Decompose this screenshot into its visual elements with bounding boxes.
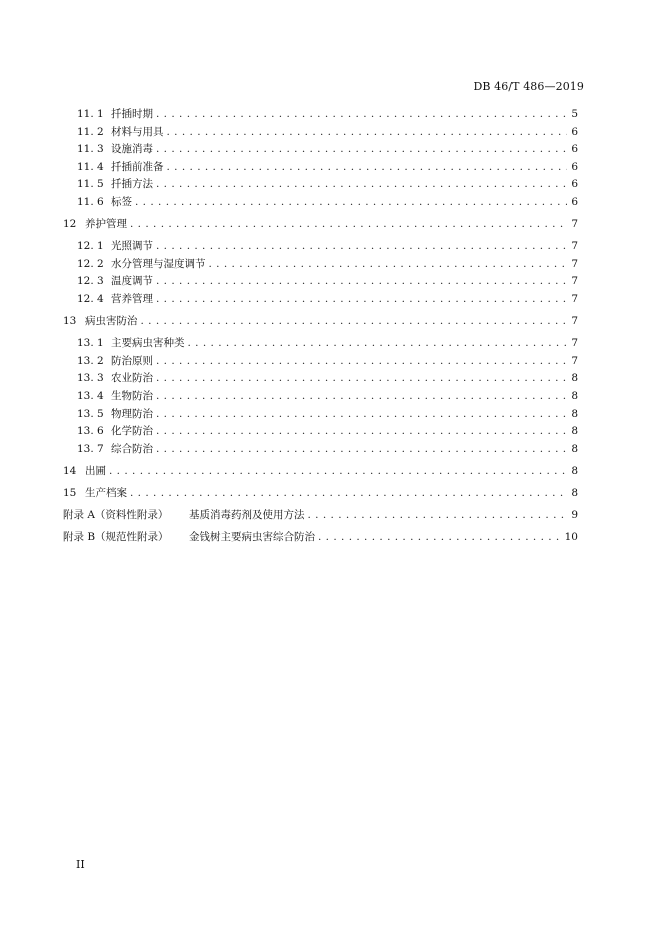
toc-entry-title: 防治原则 [111,354,153,367]
toc-entry-number: 12 [63,218,77,231]
toc-entry[interactable] [63,485,578,503]
dot-leader [156,143,567,155]
toc-entry-title: 扦插方法 [111,178,153,191]
toc-entry-title: 养护管理 [85,218,127,231]
toc-entry-title: 主要病虫害种类 [111,337,185,350]
toc-entry[interactable] [63,335,578,353]
toc-entry-page: 10 [564,531,578,544]
toc-entry-number: 11. 1 [77,108,104,120]
toc-entry-title: 物理防治 [111,407,153,420]
toc-entry-number: 13. 7 [77,442,104,455]
dot-leader [156,372,567,384]
toc-entry-title: 营养管理 [111,292,153,305]
toc-entry-page: 6 [571,143,578,156]
dot-leader [167,126,568,138]
dot-leader [141,315,568,327]
toc-entry-title: 标签 [111,195,132,208]
toc-entry-number: 13 [63,315,77,328]
toc-entry-title: 基质消毒药剂及使用方法 [189,508,305,521]
toc-entry-page: 7 [571,292,578,305]
toc-entry-page: 7 [571,354,578,367]
toc-entry-title: 出圃 [85,464,106,477]
toc-entry[interactable] [63,463,578,481]
toc-entry-number: 11. 4 [77,160,104,173]
toc-entry-number: 12. 3 [77,275,104,288]
toc-entry-number: 13. 5 [77,407,104,420]
toc-entry-number: 14 [63,464,77,477]
toc-entry-title: 温度调节 [111,275,153,288]
toc-entry-page: 7 [571,257,578,270]
toc-entry[interactable] [63,106,578,124]
page-number: II [76,858,85,871]
toc-entry-number: 12. 1 [77,240,104,253]
dot-leader [109,465,567,477]
toc-entry-page: 9 [571,508,578,521]
toc-entry-title: 化学防治 [111,425,153,438]
toc-entry-title: 扦插前准备 [111,160,164,173]
toc-entry-number: 11. 3 [77,143,104,156]
dot-leader [188,337,568,349]
dot-leader [156,275,567,287]
toc-entry-page: 7 [571,218,578,231]
toc-entry[interactable] [63,406,578,424]
toc-entry-title: 生物防治 [111,389,153,402]
toc-entry-page: 6 [571,160,578,173]
dot-leader [308,509,568,521]
toc-entry[interactable] [63,353,578,371]
toc-entry-number: 11. 5 [77,178,104,191]
dot-leader [156,355,567,367]
toc-entry-title: 水分管理与湿度调节 [111,257,206,270]
toc-entry-title: 病虫害防治 [85,315,138,328]
toc-entry-number: 15 [63,486,77,499]
toc-entry[interactable] [63,238,578,256]
toc-entry-number: 11. 2 [77,125,104,138]
toc-entry-number: 13. 2 [77,354,104,367]
dot-leader [156,293,567,305]
toc-entry-title: 农业防治 [111,372,153,385]
toc-entry[interactable] [63,124,578,142]
toc-entry-number: 12. 2 [77,257,104,270]
toc-entry-number: 附录 A（资料性附录） [63,508,169,521]
toc-entry-title: 金钱树主要病虫害综合防治 [189,531,315,544]
toc-entry-title: 扦插时期 [111,108,153,120]
toc-entry[interactable] [63,423,578,441]
dot-leader [156,390,567,402]
toc-entry[interactable] [63,313,578,331]
toc-entry-title: 综合防治 [111,442,153,455]
toc-entry-title: 光照调节 [111,240,153,253]
toc-entry-page: 8 [571,464,578,477]
toc-entry[interactable] [63,194,578,212]
dot-leader [130,487,567,499]
toc-entry-page: 6 [571,125,578,138]
toc-entry[interactable] [63,273,578,291]
dot-leader [135,196,567,208]
dot-leader [156,240,567,252]
toc-entry-number: 12. 4 [77,292,104,305]
toc-entry-page: 8 [571,389,578,402]
toc-entry-page: 8 [571,442,578,455]
toc-appendix-entry[interactable] [63,507,578,525]
toc-entry-number: 13. 4 [77,389,104,402]
toc-entry[interactable] [63,176,578,194]
toc-entry-number: 13. 6 [77,425,104,438]
table-of-contents [63,106,578,547]
toc-entry-number: 附录 B（规范性附录） [63,531,169,544]
toc-entry-page: 7 [571,240,578,253]
document-code: DB 46/T 486—2019 [473,80,584,93]
toc-entry-page: 6 [571,178,578,191]
dot-leader [156,178,567,190]
dot-leader [156,443,567,455]
toc-entry-number: 13. 3 [77,372,104,385]
dot-leader [318,531,562,543]
toc-entry-title: 设施消毒 [111,143,153,156]
dot-leader [167,161,568,173]
toc-entry[interactable] [63,216,578,234]
dot-leader [130,218,567,230]
toc-entry[interactable] [63,370,578,388]
dot-leader [156,108,567,120]
dot-leader [156,408,567,420]
toc-entry-page: 6 [571,195,578,208]
toc-entry[interactable] [63,291,578,309]
toc-entry-number: 13. 1 [77,337,104,350]
toc-entry-page: 5 [571,108,578,120]
toc-entry-page: 7 [571,337,578,350]
toc-entry-page: 8 [571,486,578,499]
toc-entry-page: 8 [571,425,578,438]
toc-entry[interactable] [63,441,578,459]
toc-entry-number: 11. 6 [77,195,104,208]
toc-entry[interactable] [63,256,578,274]
toc-entry-title: 材料与用具 [111,125,164,138]
dot-leader [156,425,567,437]
toc-appendix-entry[interactable] [63,529,578,547]
toc-entry[interactable] [63,159,578,177]
toc-entry-page: 7 [571,315,578,328]
toc-entry-page: 7 [571,275,578,288]
toc-entry[interactable] [63,388,578,406]
toc-entry-page: 8 [571,407,578,420]
dot-leader [209,258,568,270]
toc-entry-page: 8 [571,372,578,385]
toc-entry-title: 生产档案 [85,486,127,499]
toc-entry[interactable] [63,141,578,159]
